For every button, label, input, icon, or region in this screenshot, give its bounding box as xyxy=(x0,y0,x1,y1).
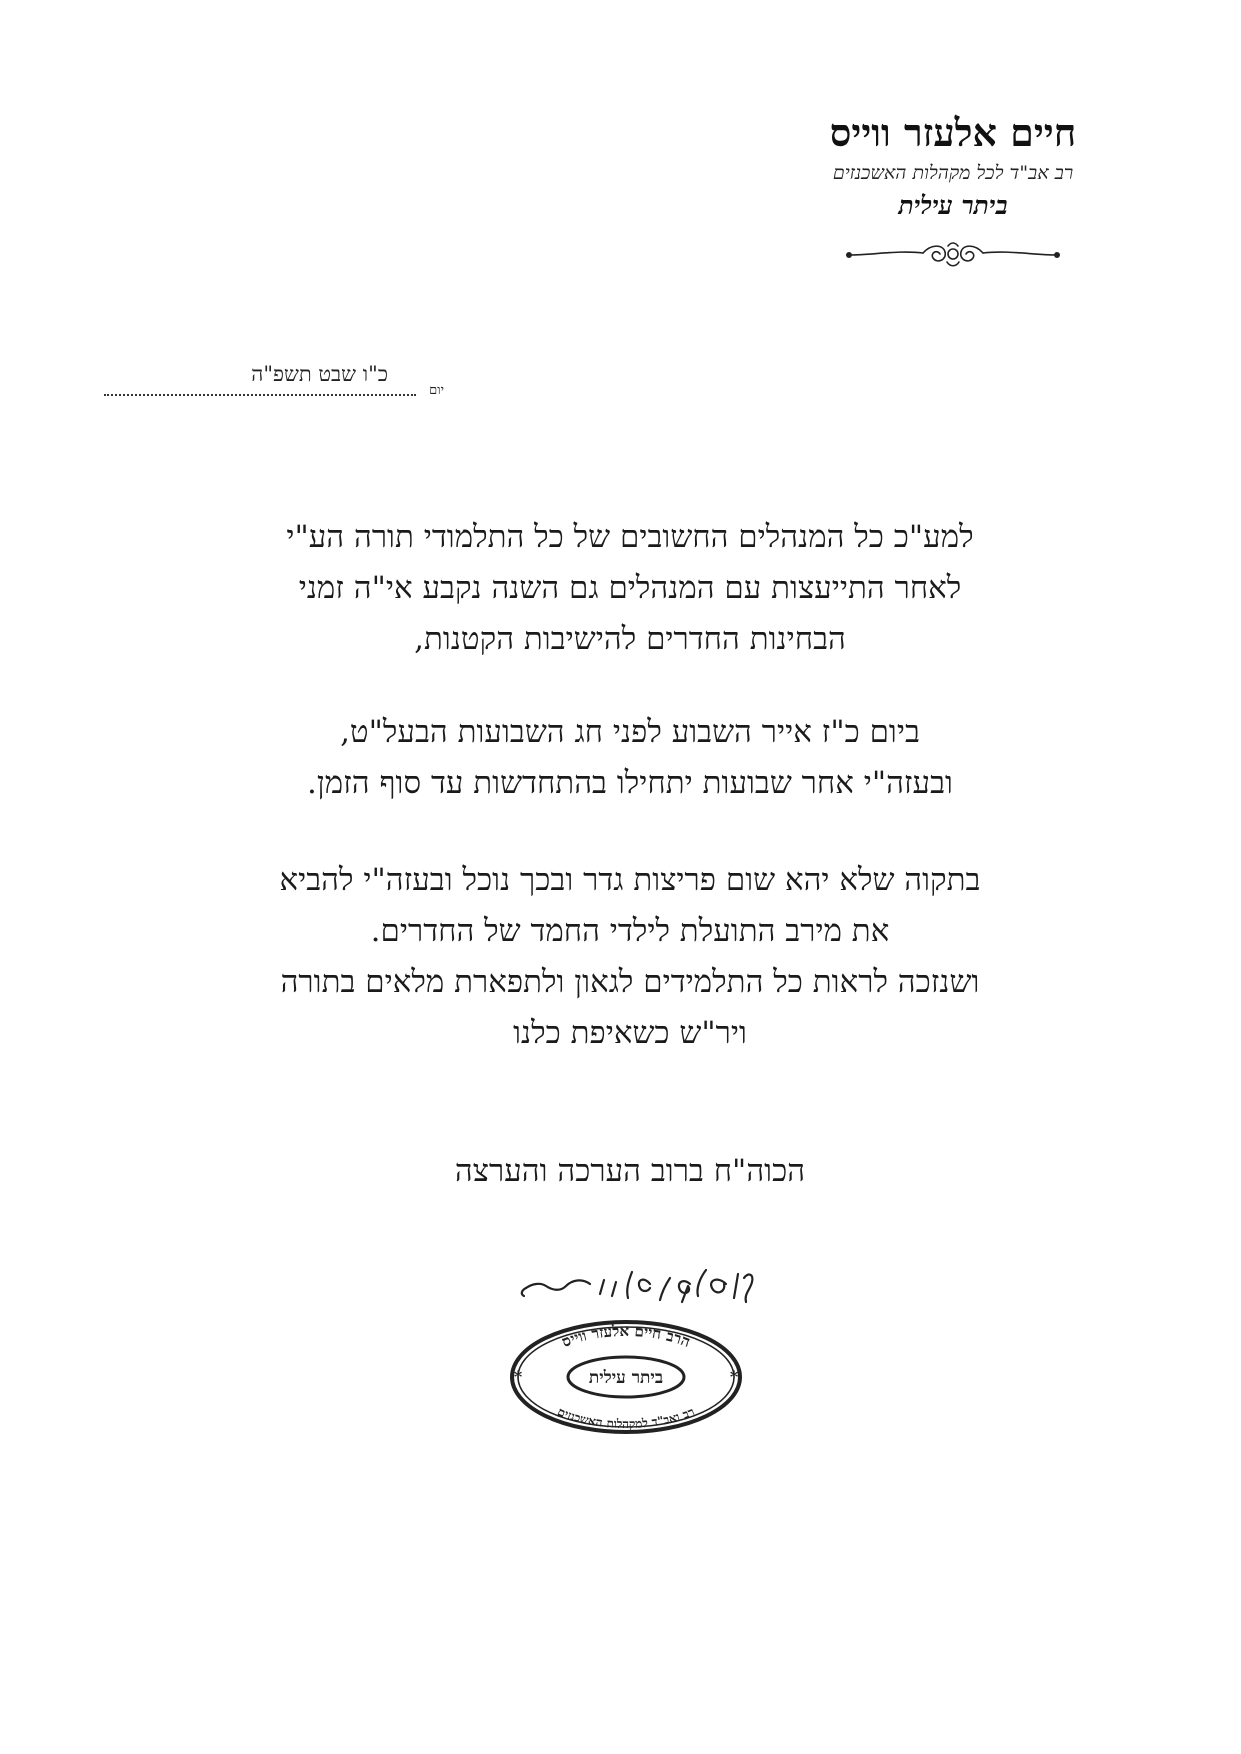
date-label: יום xyxy=(429,383,444,398)
body-line: ושנזכה לראות כל התלמידים לגאון ולתפארת מלאים בתורה xyxy=(280,964,980,1000)
body-line: ויר"ש כשאיפת כלנו xyxy=(513,1015,747,1051)
svg-text:רב ואב"ד למקהלות האשכנזים: רב ואב"ד למקהלות האשכנזים xyxy=(555,1404,697,1432)
letterhead-city: ביתר עילית xyxy=(898,191,1008,220)
date-value: כ"ו שבט תשפ"ה xyxy=(251,362,388,386)
body-paragraph-3 xyxy=(180,855,1080,1059)
body-paragraph-2 xyxy=(180,707,1080,809)
ornament-divider-icon xyxy=(843,240,1063,270)
date-line xyxy=(104,360,444,402)
letterhead-title: רב אב"ד לכל מקהלות האשכנזים xyxy=(832,162,1074,184)
letterhead-name: חיים אלעזר ווייס xyxy=(829,110,1077,155)
svg-text:*: * xyxy=(729,1367,739,1386)
body-line: ביום כ"ז אייר השבוע לפני חג השבועות הבעל"ט, xyxy=(340,714,920,750)
body-line: ובעזה"י אחר שבועות יתחילו בהתחדשות עד סוף הזמן. xyxy=(307,765,953,801)
body-line: הבחינות החדרים להישיבות הקטנות, xyxy=(414,621,846,657)
closing-text: הכוה"ח ברוב הערכה והערצה xyxy=(454,1153,806,1189)
body-paragraph-1 xyxy=(180,512,1080,665)
body-line: לאחר התייעצות עם המנהלים גם השנה נקבע אי"ה זמני xyxy=(298,570,962,606)
body-line: את מירב התועלת לילדי החמד של החדרים. xyxy=(370,913,890,949)
body-line: למע"כ כל המנהלים החשובים של כל התלמודי תורה הע"י xyxy=(286,519,974,555)
closing-line xyxy=(180,1146,1080,1197)
letterhead xyxy=(803,108,1103,270)
date-dotted-rule xyxy=(104,394,416,396)
handwritten-signature xyxy=(512,1248,762,1318)
rabbinical-stamp xyxy=(508,1318,744,1436)
svg-text:*: * xyxy=(513,1367,523,1386)
body-line: בתקוה שלא יהא שום פריצות גדר ובכך נוכל ובעזה"י להביא xyxy=(279,862,981,898)
svg-text:ביתר עילית: ביתר עילית xyxy=(588,1368,664,1388)
svg-text:הרב חיים אלעזר ווייס: הרב חיים אלעזר ווייס xyxy=(559,1321,693,1352)
